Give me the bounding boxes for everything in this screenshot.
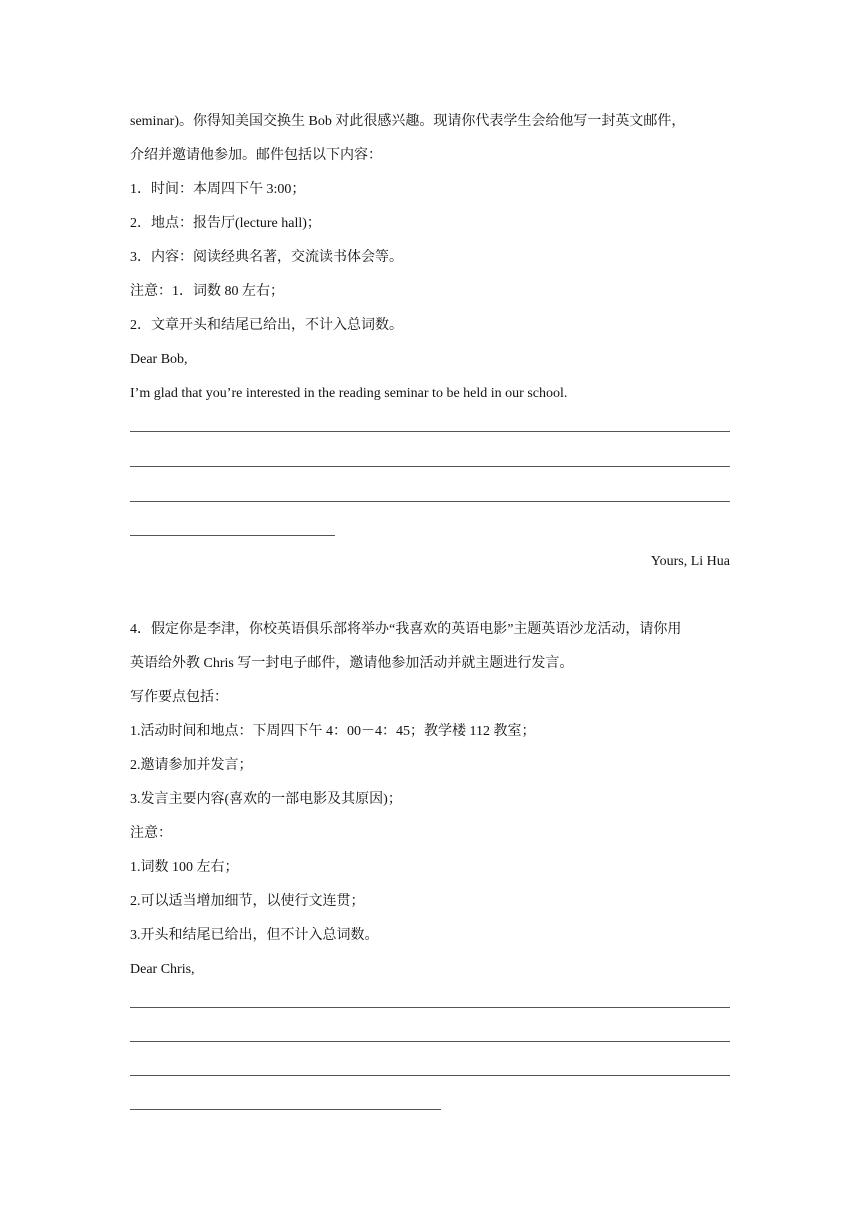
q4-answer-line-4[interactable] — [130, 1109, 441, 1110]
q4-notes-title: 注意： — [130, 826, 172, 841]
q4-answer-line-2[interactable] — [130, 1041, 730, 1042]
q4-prompt-line-2: 英语给外教 Chris 写一封电子邮件，邀请他参加活动并就主题进行发言。 — [130, 656, 574, 671]
q4-note-word-count: 1.词数 100 左右； — [130, 860, 239, 875]
q3-letter-greeting: Dear Bob, — [130, 352, 188, 367]
q3-intro-line-1: seminar)。你得知美国交换生 Bob 对此很感兴趣。现请你代表学生会给他写一封英文邮件， — [130, 114, 686, 129]
q4-point-speech-content: 3.发言主要内容(喜欢的一部电影及其原因)； — [130, 792, 402, 807]
q4-answer-line-3[interactable] — [130, 1075, 730, 1076]
q3-note-opening-closing: 2．文章开头和结尾已给出，不计入总词数。 — [130, 318, 403, 333]
q3-answer-line-4[interactable] — [130, 535, 335, 536]
q3-intro-line-2: 介绍并邀请他参加。邮件包括以下内容： — [130, 148, 382, 163]
q4-letter-greeting: Dear Chris, — [130, 962, 195, 977]
q3-letter-closing: Yours, Li Hua — [650, 554, 730, 569]
q3-item-place: 2．地点：报告厅(lecture hall)； — [130, 216, 321, 231]
q4-point-invite: 2.邀请参加并发言； — [130, 758, 253, 773]
q3-answer-line-2[interactable] — [130, 466, 730, 467]
q3-note-word-count: 注意：1．词数 80 左右； — [130, 284, 284, 299]
q4-prompt-line-1: 4．假定你是李津，你校英语俱乐部将举办“我喜欢的英语电影”主题英语沙龙活动，请你用 — [130, 622, 682, 637]
q4-note-details: 2.可以适当增加细节，以使行文连贯； — [130, 894, 365, 909]
q3-item-content: 3．内容：阅读经典名著，交流读书体会等。 — [130, 250, 403, 265]
q4-point-time-place: 1.活动时间和地点：下周四下午 4：00－4：45；教学楼 112 教室； — [130, 724, 536, 739]
q4-note-opening-closing: 3.开头和结尾已给出，但不计入总词数。 — [130, 928, 379, 943]
q3-item-time: 1．时间：本周四下午 3:00； — [130, 182, 306, 197]
q3-answer-line-1[interactable] — [130, 431, 730, 432]
q4-points-title: 写作要点包括： — [130, 690, 228, 705]
q3-answer-line-3[interactable] — [130, 501, 730, 502]
q4-answer-line-1[interactable] — [130, 1007, 730, 1008]
q3-letter-opening: I’m glad that you’re interested in the reading seminar to be held in our school. — [130, 386, 568, 401]
